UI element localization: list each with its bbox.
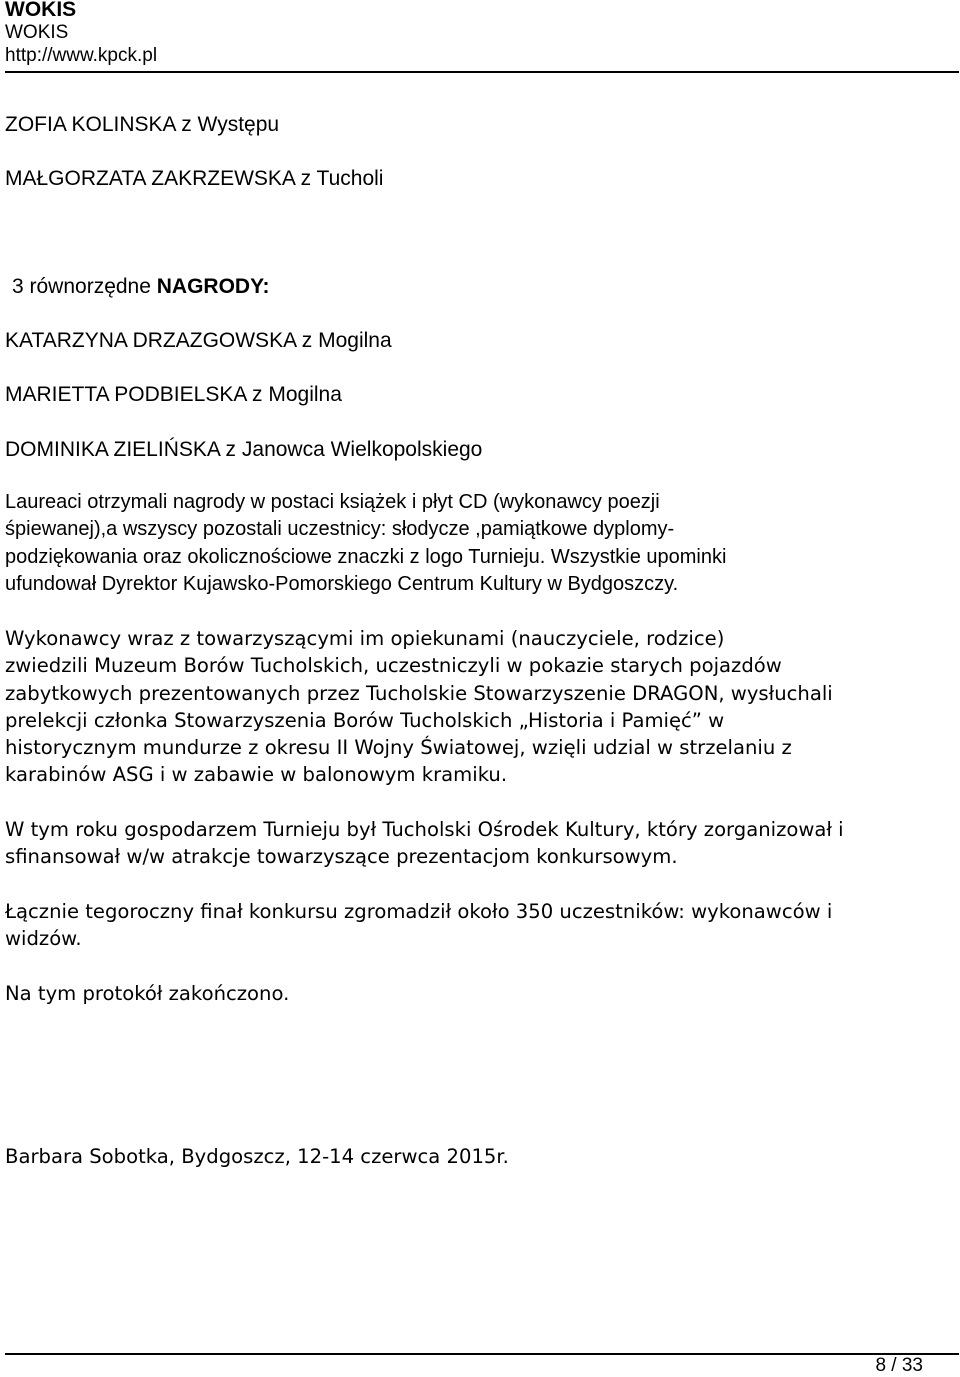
prizes-heading (5, 273, 270, 300)
paragraph-line: Wykonawcy wraz z towarzyszącymi im opiekunami (nauczyciele, rodzice) (5, 627, 725, 650)
winner-line: MARIETTA PODBIELSKA z Mogilna (5, 383, 342, 406)
header-url: http://www.kpck.pl (5, 45, 158, 66)
page-number: 8 / 33 (875, 1355, 923, 1376)
paragraph-line: podziękowania oraz okolicznościowe znaczki z logo Turnieju. Wszystkie upominki (5, 545, 727, 568)
paragraph-line: ufundował Dyrektor Kujawsko-Pomorskiego Centrum Kultury w Bydgoszczy. (5, 572, 679, 595)
paragraph-line: zwiedzili Muzeum Borów Tucholskich, uczestniczyli w pokazie starych pojazdów (5, 654, 782, 678)
footer-divider (5, 1353, 959, 1355)
name-line: ZOFIA KOLINSKA z Występu (5, 113, 280, 136)
paragraph-line: Na tym protokół zakończono. (5, 982, 290, 1005)
paragraph-line: karabinów ASG i w zabawie w balonowym kramiku. (5, 763, 508, 787)
paragraph-line: Łącznie tegoroczny finał konkursu zgromadził około 350 uczestników: wykonawców i (5, 900, 833, 923)
header-divider (5, 71, 959, 73)
paragraph-line: historycznym mundurze z okresu II Wojny Światowej, wzięli udzial w strzelaniu z (5, 736, 792, 760)
final-paragraph (5, 898, 955, 953)
header-subtitle: WOKIS (5, 22, 69, 43)
paragraph-line: prelekcji członka Stowarzyszenia Borów Tucholskich „Historia i Pamięć” w (5, 708, 725, 732)
paragraph-line: Barbara Sobotka, Bydgoszcz, 12-14 czerwca 2015r. (5, 1145, 509, 1168)
performers-paragraph (5, 625, 955, 789)
host-paragraph (5, 816, 955, 871)
winner-line: KATARZYNA DRZAZGOWSKA z Mogilna (5, 329, 392, 352)
paragraph-line: widzów. (5, 927, 82, 951)
paragraph-line: W tym roku gospodarzem Turnieju był Tucholski Ośrodek Kultury, który zorganizował i (5, 818, 844, 841)
closing-line (5, 980, 955, 1007)
header-title: WOKIS (5, 0, 77, 21)
paragraph-line: Laureaci otrzymali nagrody w postaci książek i płyt CD (wykonawcy poezji (5, 491, 660, 513)
prizes-heading-bold: NAGRODY: (156, 275, 270, 298)
laureates-paragraph (5, 489, 955, 598)
prizes-heading-prefix: 3 równorzędne (12, 275, 157, 298)
paragraph-line: sfinansował w/w atrakcje towarzyszące prezentacjom konkursowym. (5, 845, 678, 869)
winner-line: DOMINIKA ZIELIŃSKA z Janowca Wielkopolskiego (5, 438, 483, 461)
name-line: MAŁGORZATA ZAKRZEWSKA z Tucholi (5, 167, 384, 190)
paragraph-line: zabytkowych prezentowanych przez Tucholskie Stowarzyszenie DRAGON, wysłuchali (5, 681, 833, 705)
signature-line (5, 1143, 955, 1170)
paragraph-line: śpiewanej),a wszyscy pozostali uczestnicy: słodycze ,pamiątkowe dyplomy- (5, 518, 675, 541)
